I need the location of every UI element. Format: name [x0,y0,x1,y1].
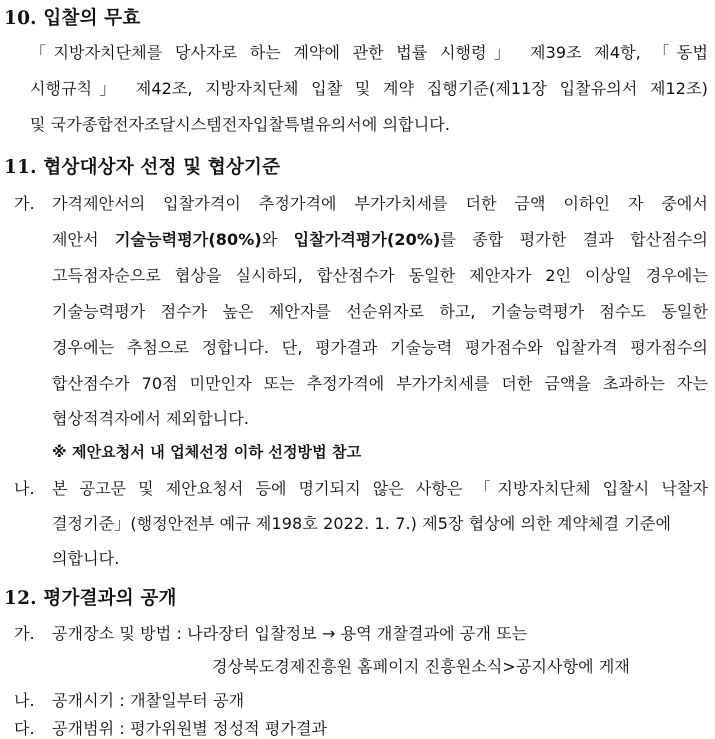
item-12-ga-text: 공개장소 및 방법 : 나라장터 입찰정보 → 용역 개찰결과에 공개 또는 [52,624,528,643]
item-ga-line-2 [52,227,708,250]
line2-text-d: 를 종합 평가한 결과 합산점수의 [440,230,708,249]
price-eval-bold: 입찰가격평가(20%) [293,230,441,249]
line2-text-c: 와 [261,230,294,249]
line2-text-a: 제안서 [52,230,115,249]
item-na-marker: 나. [14,479,35,498]
item-na-line-1: 본 공고문 및 제안요청서 등에 명기되지 않은 사항은 「지방자치단체 입찰시 낙찰자 [52,479,708,498]
selection-method-note: ※ 제안요청서 내 업체선정 이하 선정방법 참고 [52,443,362,461]
sec10-line-2: 시행규칙」 제42조, 지방자치단체 입찰 및 계약 집행기준(제11장 입찰유의서 제12조) [30,79,708,98]
item-ga-line-4: 기술능력평가 점수가 높은 제안자를 선순위자로 하고, 기술능력평가 점수도 동일한 [52,302,708,321]
item-na-line-3: 의합니다. [52,549,120,568]
section-12-title: 12. 평가결과의 공개 [4,588,177,609]
sec10-line-3: 및 국가종합전자조달시스템전자입찰특별유의서에 의합니다. [30,115,451,134]
item-na-line-2: 결정기준」(행정안전부 예규 제198호 2022. 1. 7.) 제5장 협상에 의한 계약체결 기준에 [52,514,672,533]
tech-eval-bold: 기술능력평가(80%) [115,230,262,249]
item-12-na-marker: 나. [14,691,35,710]
item-ga-line-3: 고득점자순으로 협상을 실시하되, 합산점수가 동일한 제안자가 2인 이상일 경우에는 [52,266,708,285]
item-ga-marker: 가. [14,194,35,213]
section-11-title: 11. 협상대상자 선정 및 협상기준 [4,157,281,178]
sec10-line-1: 「지방자치단체를 당사자로 하는 계약에 관한 법률 시행령」 제39조 제4항, 「동법 [30,43,708,62]
item-12-ga-continuation: 경상북도경제진흥원 홈페이지 진흥원소식>공지사항에 게재 [212,657,630,676]
item-ga-line-6: 합산점수가 70점 미만인자 또는 추정가격에 부가가치세를 더한 금액을 초과하는 자는 [52,374,708,393]
item-12-ga-marker: 가. [14,624,35,643]
item-12-na-text: 공개시기 : 개찰일부터 공개 [52,691,245,710]
item-ga-line-5: 경우에는 추첨으로 정합니다. 단, 평가결과 기술능력 평가점수와 입찰가격 평가점수의 [52,338,708,357]
item-ga-line-1: 가격제안서의 입찰가격이 추정가격에 부가가치세를 더한 금액 이하인 자 중에서 [52,194,708,213]
section-10-title: 10. 입찰의 무효 [4,8,141,29]
item-12-da-text: 공개범위 : 평가위원별 정성적 평가결과 [52,719,328,738]
item-12-da-marker: 다. [14,719,35,738]
item-ga-line-7: 협상적격자에서 제외합니다. [52,409,250,428]
